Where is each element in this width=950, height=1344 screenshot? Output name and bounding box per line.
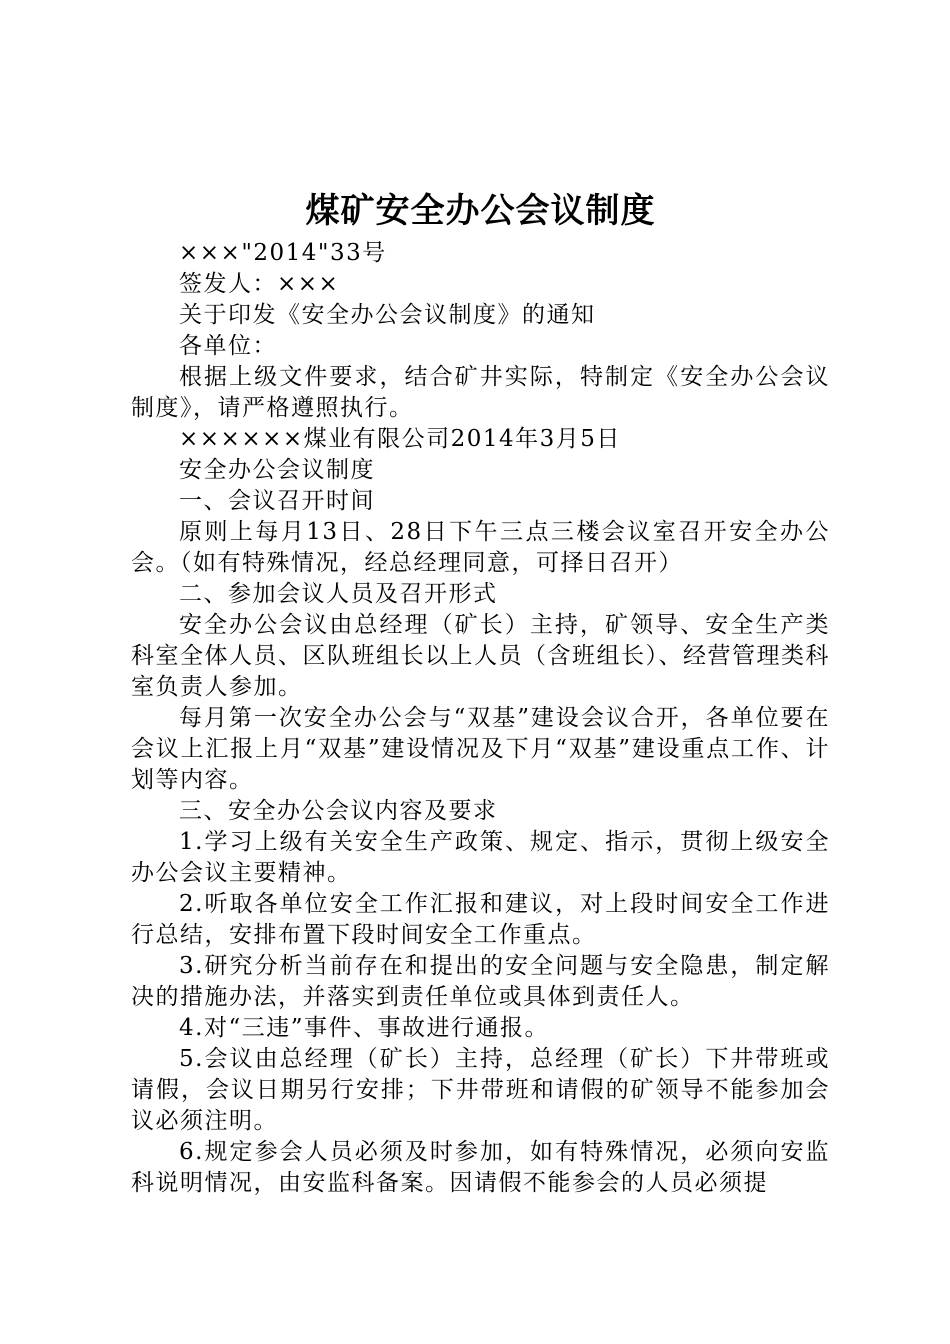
paragraph: 每月第一次安全办公会与“双基”建设会议合开，各单位要在会议上汇报上月“双基”建设情况及下月“双基”建设重点工作、计划等内容。 xyxy=(131,705,830,793)
notice-body: 根据上级文件要求，结合矿井实际，特制定《安全办公会议制度》，请严格遵照执行。 xyxy=(131,364,830,421)
notice-heading: 关于印发《安全办公会议制度》的通知 xyxy=(179,302,596,328)
doc-number: ×××"2014"33号 xyxy=(179,240,387,266)
list-item: 5.会议由总经理（矿长）主持，总经理（矿长）下井带班或请假，会议日期另行安排；下井带班和请假的矿领导不能参加会议必须注明。 xyxy=(131,1046,830,1134)
list-item: 2.听取各单位安全工作汇报和建议，对上段时间安全工作进行总结，安排布置下段时间安全工作重点。 xyxy=(131,891,830,948)
company-date: ××××××煤业有限公司2014年3月5日 xyxy=(179,426,621,452)
list-item: 1.学习上级有关安全生产政策、规定、指示，贯彻上级安全办公会议主要精神。 xyxy=(131,829,830,886)
list-item: 4.对“三违”事件、事故进行通报。 xyxy=(179,1015,549,1041)
salutation: 各单位： xyxy=(179,333,277,359)
section-heading: 三、安全办公会议内容及要求 xyxy=(179,798,498,824)
list-item: 3.研究分析当前存在和提出的安全问题与安全隐患，制定解决的措施办法，并落实到责任单位或具体到责任人。 xyxy=(131,953,830,1010)
issuer-line: 签发人：××× xyxy=(179,271,340,297)
regulation-title: 安全办公会议制度 xyxy=(179,457,375,483)
list-item: 6.规定参会人员必须及时参加，如有特殊情况，必须向安监科说明情况，由安监科备案。因请假不能参会的人员必须提 xyxy=(131,1139,830,1196)
section-heading: 二、参加会议人员及召开形式 xyxy=(179,581,498,607)
document-title: 煤矿安全办公会议制度 xyxy=(305,191,656,231)
section-heading: 一、会议召开时间 xyxy=(179,488,375,514)
paragraph: 安全办公会议由总经理（矿长）主持，矿领导、安全生产类科室全体人员、区队班组长以上人员（含班组长）、经营管理类科室负责人参加。 xyxy=(131,612,830,700)
paragraph: 原则上每月13日、28日下午三点三楼会议室召开安全办公会。（如有特殊情况，经总经理同意，可择日召开） xyxy=(131,519,830,576)
